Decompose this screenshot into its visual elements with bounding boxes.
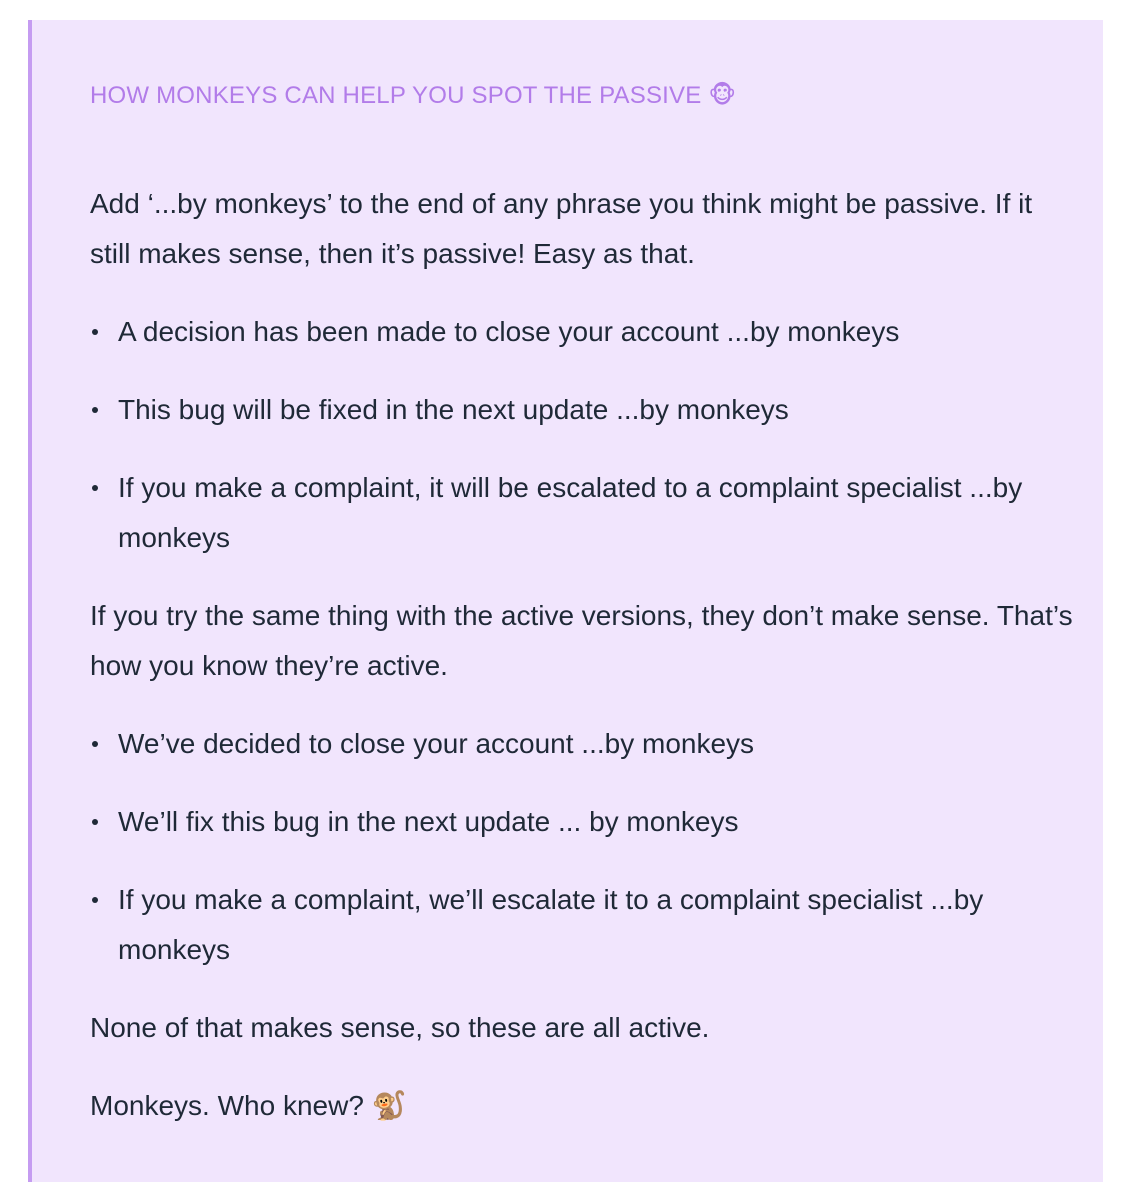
list-item: If you make a complaint, we’ll escalate it to a complaint specialist ...by monkeys [118,875,1080,975]
intro-paragraph: Add ‘...by monkeys’ to the end of any phrase you think might be passive. If it still makes sense, then it’s passive! Easy as that. [90,188,1033,269]
active-examples-list [90,719,1080,975]
list-item: We’ve decided to close your account ...by monkeys [118,719,1080,769]
list-item: This bug will be fixed in the next update ...by monkeys [118,385,1080,435]
passive-examples-list [90,307,1080,563]
signoff-text: Monkeys. Who knew? [90,1090,364,1121]
list-item: If you make a complaint, it will be escalated to a complaint specialist ...by monkeys [118,463,1080,563]
list-item: A decision has been made to close your account ...by monkeys [118,307,1080,357]
list-item: We’ll fix this bug in the next update ... by monkeys [118,797,1080,847]
callout-content [90,78,1080,1131]
active-intro-paragraph: If you try the same thing with the active versions, they don’t make sense. That’s how you know they’re active. [90,600,1073,681]
monkey-face-icon: 🐵 [708,81,737,109]
monkey-icon: 🐒 [371,1089,407,1122]
conclusion-paragraph: None of that makes sense, so these are all active. [90,1012,710,1043]
callout-heading [90,78,1080,113]
heading-text: HOW MONKEYS CAN HELP YOU SPOT THE PASSIVE [90,82,702,109]
signoff-paragraph [90,1081,1080,1131]
callout-box [28,20,1103,1182]
